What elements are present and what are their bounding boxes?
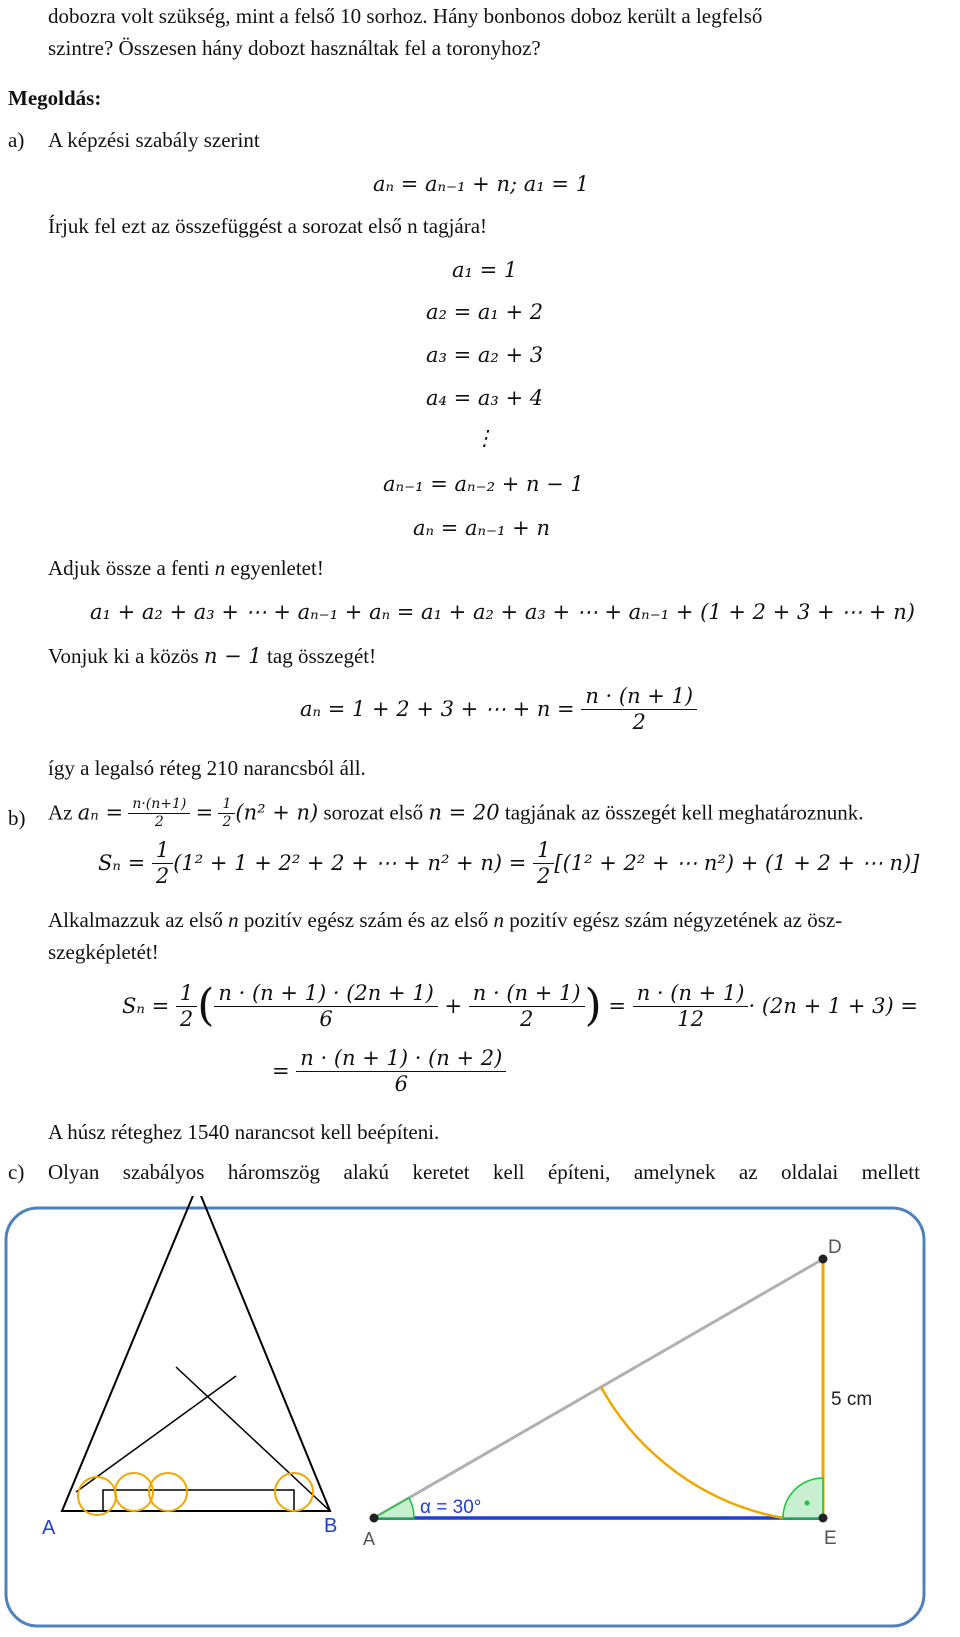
eq-vdots: ⋮ [474,426,495,450]
inner-rectangle [103,1490,294,1511]
eq-an-1: aₙ₋₁ = aₙ₋₂ + n − 1 [383,472,584,496]
label-a2: A [363,1529,376,1549]
eq-a4: a₄ = a₃ + 4 [426,386,544,410]
intro-line-1: dobozra volt szükség, mint a felső 10 sorhoz. Hány bonbonos doboz került a legfelső [48,4,763,28]
part-b-text-3: szegképletét! [48,940,159,964]
part-b-text-2: Alkalmazzuk az első n pozitív egész szám és az első n pozitív egész szám négyzetének az ösz- [48,908,843,932]
part-a-text-5: így a legalsó réteg 210 narancsból áll. [48,756,366,780]
geometry-figure [0,1196,960,1637]
eq-an: aₙ = aₙ₋₁ + n [413,516,550,540]
eq-a1: a₁ = 1 [452,258,518,282]
intro-line-2: szintre? Összesen hány dobozt használtak fel a toronyhoz? [48,36,541,60]
triangle-drawing [42,1196,337,1539]
bisector-line-2 [76,1376,236,1492]
part-b-marker: b) [8,806,26,830]
sn-derivation: Sₙ = $\frac{1}{2}$ ( $\frac{n \cdot (n + 1) \cdot (2n + 1)}{6}$ + $\frac{n \cdot (n + 1)}{2}$ ) = $\frac{n \cdot (n + 1)}{12}$ · (2n + 1 + 3) = [122,980,918,1031]
length-label: 5 cm [831,1389,873,1410]
part-a-marker: a) [8,128,25,152]
sn-expansion: Sₙ = $\frac{1}{2}$ (1² + 1 + 2² + 2 + ⋯ + n² + n) = $\frac{1}{2}$ [(1² + 2² + ⋯ n²) + (1 + 2 + ⋯ n)] [98,838,920,889]
label-a: A [42,1517,56,1539]
orange-circle-3 [149,1473,187,1511]
recurrence-rule: aₙ = aₙ₋₁ + n; a₁ = 1 [373,172,589,196]
part-a-text-3: Adjuk össze a fenti n egyenletet! [48,556,324,580]
sn-final: = $\frac{n \cdot (n + 1) \cdot (n + 2)}{6}$ [272,1046,506,1097]
label-e: E [824,1528,837,1549]
label-d: D [828,1237,842,1258]
part-a-text-1: A képzési szabály szerint [48,128,260,152]
an-closed-form: aₙ = 1 + 2 + 3 + ⋯ + n = $\frac{n \cdot (n + 1)}{2}$ [300,684,697,735]
part-a-text-2: Írjuk fel ezt az összefüggést a sorozat első n tagjára! [48,214,488,238]
point-e [819,1514,828,1523]
part-b-result: A húsz réteghez 1540 narancsot kell beépíteni. [48,1120,440,1144]
eq-a3: a₃ = a₂ + 3 [426,343,544,367]
figure-frame [6,1208,924,1626]
label-b: B [324,1515,338,1537]
right-triangle-drawing [363,1237,872,1549]
part-b-line-1: Az aₙ = $\frac{n\cdot(n+1)}{2}$ = $\frac{1}{2}$ (n² + n) sorozat első n = 20 tagjának az összegét kell meghatároznunk. [48,796,864,830]
triangle-abc [62,1196,330,1511]
arc [601,1387,783,1518]
right-angle-marker [783,1478,823,1518]
solution-heading: Megoldás: [8,86,102,110]
angle-alpha-marker [374,1498,414,1518]
point-d [819,1255,828,1264]
part-c-text: Olyan szabályos háromszög alakú keretet kell építeni, amelynek az oldalai mellett [48,1160,920,1184]
right-angle-dot [805,1501,810,1506]
sum-equation: a₁ + a₂ + a₃ + ⋯ + aₙ₋₁ + aₙ = a₁ + a₂ + a₃ + ⋯ + aₙ₋₁ + (1 + 2 + 3 + ⋯ + n) [90,600,915,624]
orange-circle-1 [78,1477,116,1515]
angle-label: α = 30° [420,1497,482,1518]
point-a [370,1514,379,1523]
part-c-marker: c) [8,1160,25,1184]
hypotenuse-ad [374,1259,823,1518]
eq-a2: a₂ = a₁ + 2 [426,300,544,324]
orange-circle-2 [115,1473,153,1511]
part-a-text-4: Vonjuk ki a közös n − 1 tag összegét! [48,644,377,668]
